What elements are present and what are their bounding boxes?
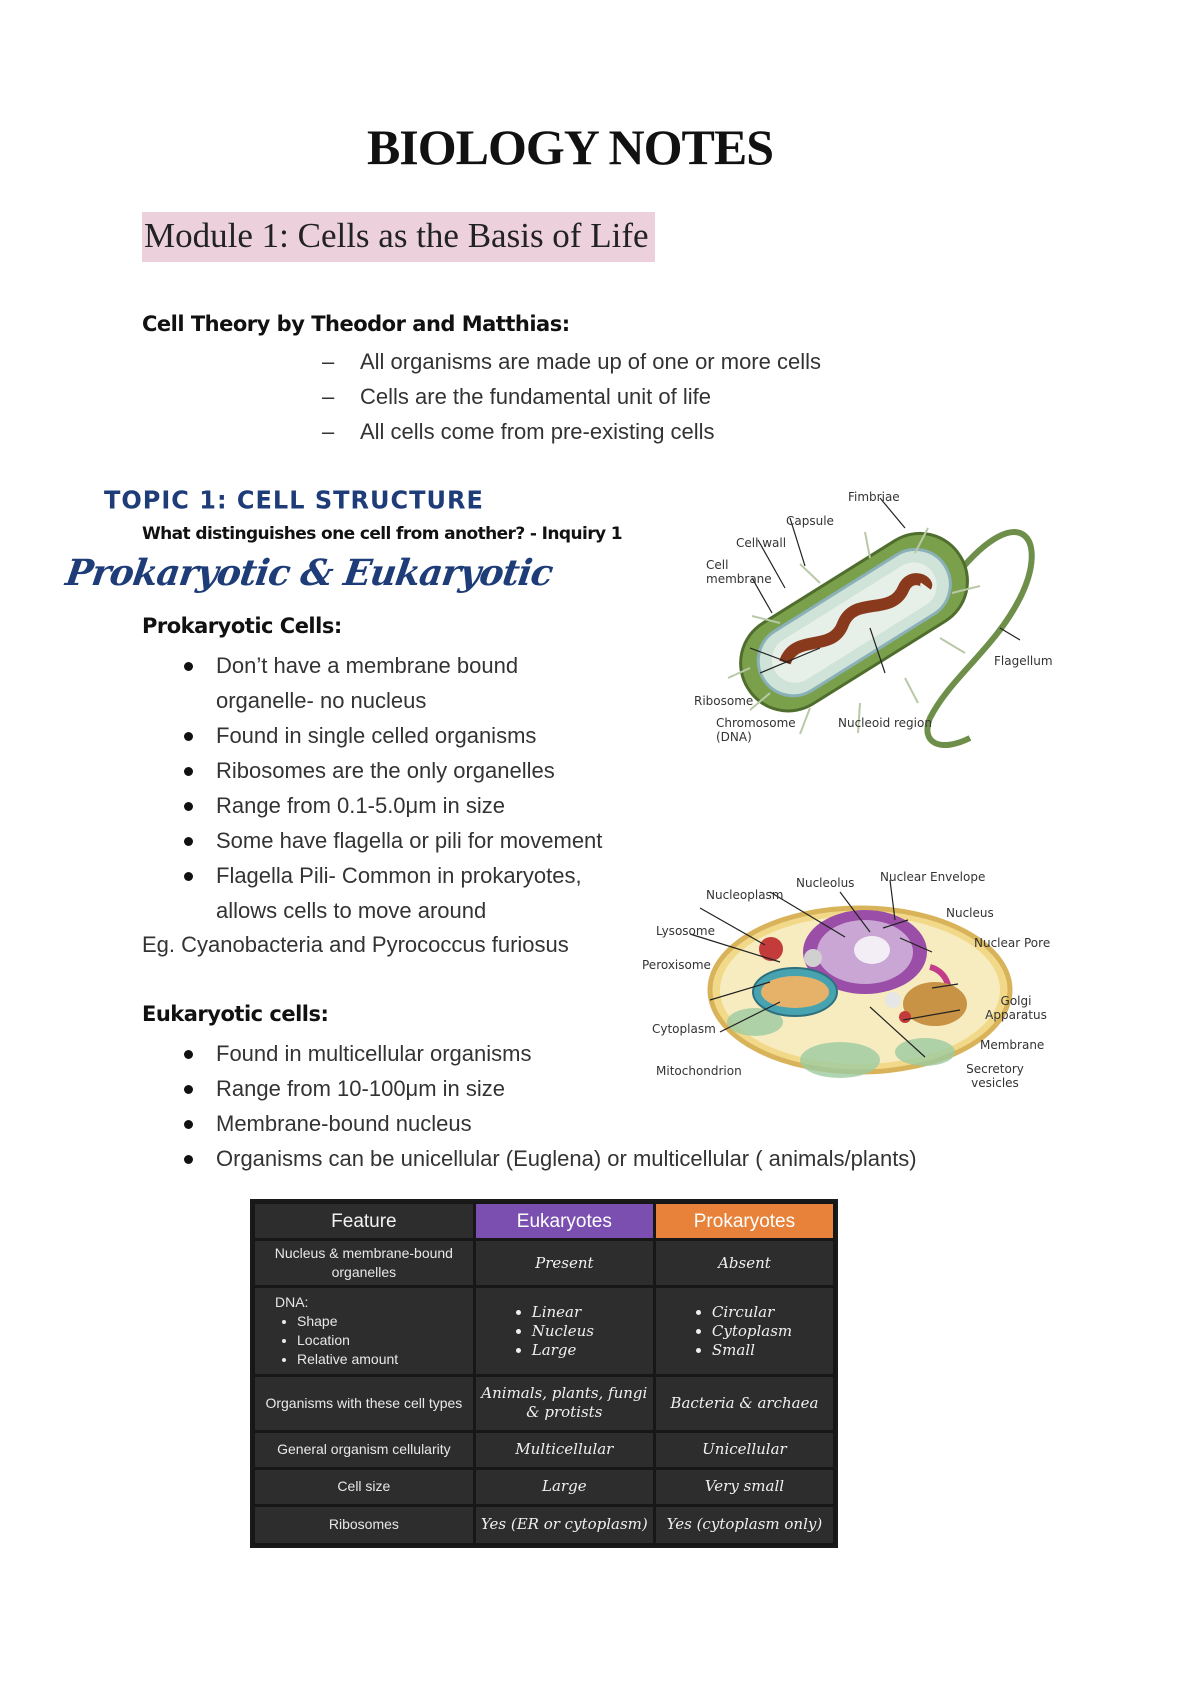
label-nucleolus: Nucleolus	[796, 876, 855, 890]
cell-euk: Present	[474, 1240, 654, 1287]
list-item: Found in multicellular organisms	[142, 1036, 1042, 1071]
cell-euk: Animals, plants, fungi & protists	[474, 1376, 654, 1432]
label-nucleoid: Nucleoid region	[838, 716, 932, 730]
topic-heading: TOPIC 1: CELL STRUCTURE	[104, 485, 484, 515]
page-title: BIOLOGY NOTES	[366, 119, 774, 175]
cell-feature: Nucleus & membrane-bound organelles	[254, 1240, 475, 1287]
list-item: – All organisms are made up of one or more cells	[322, 349, 821, 374]
label-fimbriae: Fimbriae	[848, 490, 900, 504]
label-cell-wall: Cell wall	[736, 536, 787, 550]
cell-pro: Yes (cytoplasm only)	[654, 1505, 834, 1544]
list-item: Some have flagella or pili for movement	[142, 823, 662, 858]
list-item: • Cytoplasm	[712, 1322, 829, 1341]
label-capsule: Capsule	[786, 514, 834, 528]
pro-dna-list	[690, 1303, 829, 1360]
dna-sublist	[275, 1312, 469, 1369]
script-heading: Prokaryotic & Eukaryotic	[63, 552, 555, 594]
euk-dna-list	[510, 1303, 649, 1360]
list-item: • Location	[297, 1331, 469, 1350]
list-item: • Large	[532, 1341, 649, 1360]
prokaryote-diagram	[690, 488, 1060, 758]
label-flagellum: Flagellum	[994, 654, 1053, 668]
list-item: Range from 0.1-5.0μm in size	[142, 788, 662, 823]
cell-feature: General organism cellularity	[254, 1431, 475, 1468]
label-lysosome: Lysosome	[656, 924, 715, 938]
list-item: Organisms can be unicellular (Euglena) or multicellular ( animals/plants)	[142, 1141, 1042, 1176]
list-item: • Linear	[532, 1303, 649, 1322]
cell-euk	[474, 1287, 654, 1376]
cell-euk: Multicellular	[474, 1431, 654, 1468]
label-nucleoplasm: Nucleoplasm	[706, 888, 784, 902]
cell-pro: Very small	[654, 1468, 834, 1505]
list-item: • Circular	[712, 1303, 829, 1322]
list-item: Flagella Pili- Common in prokaryotes, allows cells to move around	[142, 858, 606, 928]
cell-theory-heading: Cell Theory by Theodor and Matthias:	[142, 312, 570, 336]
label-membrane: Membrane	[980, 1038, 1045, 1052]
cell-theory-list	[322, 344, 821, 449]
table-row	[254, 1505, 835, 1544]
prokaryotic-example: Eg. Cyanobacteria and Pyrococcus furiosus	[142, 932, 569, 957]
table-row	[254, 1431, 835, 1468]
list-item: • Shape	[297, 1312, 469, 1331]
label-secretory-vesicles: Secretory vesicles	[966, 1062, 1024, 1090]
cell-pro: Absent	[654, 1240, 834, 1287]
cell-feature: Organisms with these cell types	[254, 1376, 475, 1432]
cell-euk: Large	[474, 1468, 654, 1505]
prokaryotic-list	[142, 648, 662, 928]
table-row	[254, 1468, 835, 1505]
cell-pro: Unicellular	[654, 1431, 834, 1468]
list-item: • Small	[712, 1341, 829, 1360]
table-row	[254, 1376, 835, 1432]
cell-feature: Ribosomes	[254, 1505, 475, 1544]
list-item: – All cells come from pre-existing cells	[322, 419, 715, 444]
label-chromosome: Chromosome (DNA)	[716, 716, 796, 744]
cell-euk: Yes (ER or cytoplasm)	[474, 1505, 654, 1544]
label-ribosome: Ribosome	[694, 694, 754, 708]
cell-feature	[254, 1287, 475, 1376]
list-item: – Cells are the fundamental unit of life	[322, 384, 711, 409]
table-row	[254, 1240, 835, 1287]
inquiry-question: What distinguishes one cell from another? - Inquiry 1	[142, 524, 623, 544]
eukaryote-diagram	[640, 872, 1070, 1102]
list-item: Range from 10-100μm in size	[142, 1071, 1042, 1106]
header-eukaryotes: Eukaryotes	[474, 1203, 654, 1240]
dna-label: DNA:	[275, 1294, 309, 1311]
list-item: Found in single celled organisms	[142, 718, 662, 753]
header-feature: Feature	[254, 1203, 475, 1240]
list-item: • Relative amount	[297, 1350, 469, 1369]
label-golgi: Golgi Apparatus	[985, 994, 1047, 1022]
label-nuclear-envelope: Nuclear Envelope	[880, 870, 986, 884]
table-row	[254, 1287, 835, 1376]
eukaryotic-heading: Eukaryotic cells:	[142, 1002, 329, 1026]
label-nuclear-pore: Nuclear Pore	[974, 936, 1051, 950]
list-item: Ribosomes are the only organelles	[142, 753, 662, 788]
label-mitochondrion: Mitochondrion	[656, 1064, 742, 1078]
module-heading: Module 1: Cells as the Basis of Life	[142, 212, 655, 262]
list-item: Don’t have a membrane bound organelle- no nucleus	[142, 648, 616, 718]
prokaryotic-heading: Prokaryotic Cells:	[142, 614, 342, 638]
comparison-table	[250, 1199, 838, 1548]
label-peroxisome: Peroxisome	[642, 958, 711, 972]
list-item: Membrane-bound nucleus	[142, 1106, 1042, 1141]
cell-pro: Bacteria & archaea	[654, 1376, 834, 1432]
label-cell-membrane: Cell membrane	[706, 558, 772, 586]
cell-pro	[654, 1287, 834, 1376]
cell-feature: Cell size	[254, 1468, 475, 1505]
list-item: • Nucleus	[532, 1322, 649, 1341]
label-cytoplasm: Cytoplasm	[652, 1022, 716, 1036]
label-nucleus: Nucleus	[946, 906, 994, 920]
header-prokaryotes: Prokaryotes	[654, 1203, 834, 1240]
